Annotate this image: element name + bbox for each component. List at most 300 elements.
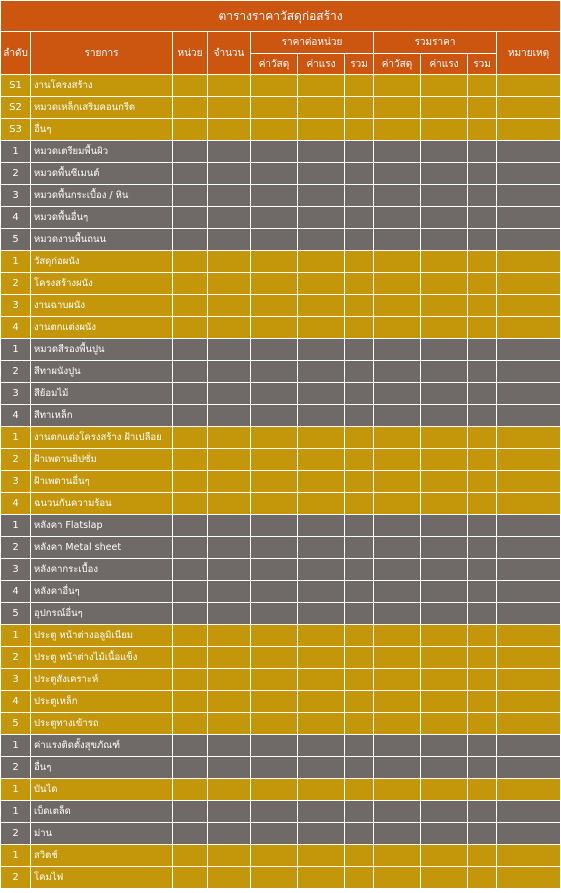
- row-cell: [208, 229, 251, 251]
- row-cell: [345, 471, 374, 493]
- row-cell: [468, 801, 497, 823]
- row-cell: [173, 669, 208, 691]
- row-cell: [468, 625, 497, 647]
- row-seq: 4: [1, 581, 31, 603]
- row-cell: [497, 647, 561, 669]
- row-cell: [421, 515, 468, 537]
- row-cell: [173, 427, 208, 449]
- row-cell: [374, 801, 421, 823]
- row-cell: [421, 207, 468, 229]
- row-cell: [251, 537, 298, 559]
- row-cell: [345, 405, 374, 427]
- row-cell: [251, 867, 298, 889]
- row-seq: 5: [1, 713, 31, 735]
- row-cell: [345, 339, 374, 361]
- table-row: [1, 735, 561, 757]
- row-cell: [468, 141, 497, 163]
- row-cell: [298, 449, 345, 471]
- row-cell: [497, 537, 561, 559]
- row-item: หมวดพื้นกระเบื้อง / หิน: [31, 185, 173, 207]
- table-row: [1, 251, 561, 273]
- row-cell: [497, 251, 561, 273]
- row-seq: 1: [1, 735, 31, 757]
- header-seq: ลำดับ: [1, 32, 31, 75]
- row-cell: [421, 757, 468, 779]
- row-item: หมวดสีรองพื้นปูน: [31, 339, 173, 361]
- table-row: [1, 273, 561, 295]
- row-cell: [345, 273, 374, 295]
- row-seq: 4: [1, 405, 31, 427]
- row-cell: [421, 449, 468, 471]
- row-cell: [468, 427, 497, 449]
- row-cell: [298, 185, 345, 207]
- row-cell: [468, 207, 497, 229]
- row-cell: [173, 97, 208, 119]
- row-cell: [298, 559, 345, 581]
- row-cell: [374, 251, 421, 273]
- row-cell: [468, 163, 497, 185]
- row-cell: [251, 471, 298, 493]
- row-cell: [173, 845, 208, 867]
- row-cell: [497, 75, 561, 97]
- row-cell: [497, 515, 561, 537]
- header-unit-material: ค่าวัสดุ: [251, 54, 298, 75]
- row-cell: [345, 845, 374, 867]
- table-row: [1, 317, 561, 339]
- row-cell: [497, 383, 561, 405]
- row-cell: [345, 251, 374, 273]
- row-cell: [173, 581, 208, 603]
- table-row: [1, 185, 561, 207]
- row-cell: [345, 823, 374, 845]
- row-cell: [374, 163, 421, 185]
- row-cell: [208, 735, 251, 757]
- row-cell: [208, 119, 251, 141]
- row-cell: [208, 581, 251, 603]
- row-cell: [468, 735, 497, 757]
- row-cell: [497, 163, 561, 185]
- row-cell: [421, 581, 468, 603]
- row-item: อื่นๆ: [31, 119, 173, 141]
- row-cell: [345, 625, 374, 647]
- row-cell: [468, 339, 497, 361]
- row-cell: [421, 669, 468, 691]
- row-cell: [251, 163, 298, 185]
- row-item: สีทาเหล็ก: [31, 405, 173, 427]
- row-cell: [173, 119, 208, 141]
- row-cell: [421, 647, 468, 669]
- row-cell: [298, 867, 345, 889]
- row-cell: [345, 141, 374, 163]
- row-cell: [421, 229, 468, 251]
- row-cell: [251, 361, 298, 383]
- row-seq: 1: [1, 339, 31, 361]
- row-item: หลังคาอื่นๆ: [31, 581, 173, 603]
- row-cell: [345, 779, 374, 801]
- row-item: โครงสร้างผนัง: [31, 273, 173, 295]
- row-cell: [298, 603, 345, 625]
- row-cell: [497, 97, 561, 119]
- row-cell: [345, 361, 374, 383]
- row-cell: [208, 185, 251, 207]
- row-cell: [345, 515, 374, 537]
- table-row: [1, 229, 561, 251]
- row-seq: 5: [1, 229, 31, 251]
- row-cell: [374, 361, 421, 383]
- row-cell: [173, 647, 208, 669]
- row-cell: [208, 493, 251, 515]
- row-cell: [298, 625, 345, 647]
- table-row: [1, 405, 561, 427]
- row-cell: [421, 471, 468, 493]
- row-item: ฝ้าเพดานอื่นๆ: [31, 471, 173, 493]
- row-cell: [468, 97, 497, 119]
- row-cell: [374, 229, 421, 251]
- table-row: [1, 339, 561, 361]
- row-item: ประตู หน้าต่างอลูมิเนียม: [31, 625, 173, 647]
- row-cell: [173, 625, 208, 647]
- table-row: [1, 713, 561, 735]
- row-cell: [251, 757, 298, 779]
- row-item: อื่นๆ: [31, 757, 173, 779]
- row-seq: 2: [1, 163, 31, 185]
- row-item: อุปกรณ์อื่นๆ: [31, 603, 173, 625]
- row-cell: [468, 405, 497, 427]
- row-cell: [208, 537, 251, 559]
- row-cell: [208, 801, 251, 823]
- row-cell: [298, 669, 345, 691]
- row-cell: [421, 317, 468, 339]
- row-cell: [468, 273, 497, 295]
- row-cell: [298, 823, 345, 845]
- row-cell: [374, 449, 421, 471]
- row-item: สีทาผนังปูน: [31, 361, 173, 383]
- row-seq: S1: [1, 75, 31, 97]
- row-cell: [345, 801, 374, 823]
- row-cell: [497, 757, 561, 779]
- row-cell: [468, 251, 497, 273]
- row-cell: [497, 845, 561, 867]
- header-unit-price: ราคาต่อหน่วย: [251, 32, 374, 54]
- row-cell: [497, 339, 561, 361]
- row-cell: [251, 295, 298, 317]
- row-cell: [208, 515, 251, 537]
- row-item: เบ็ดเตล็ด: [31, 801, 173, 823]
- row-cell: [208, 713, 251, 735]
- table-row: [1, 647, 561, 669]
- row-cell: [374, 559, 421, 581]
- header-total-material: ค่าวัสดุ: [374, 54, 421, 75]
- row-seq: 3: [1, 185, 31, 207]
- row-cell: [497, 449, 561, 471]
- row-cell: [208, 361, 251, 383]
- row-cell: [497, 691, 561, 713]
- row-cell: [468, 669, 497, 691]
- header-item: รายการ: [31, 32, 173, 75]
- row-cell: [251, 713, 298, 735]
- row-cell: [298, 339, 345, 361]
- row-cell: [173, 75, 208, 97]
- row-cell: [208, 757, 251, 779]
- row-cell: [468, 647, 497, 669]
- row-cell: [345, 229, 374, 251]
- row-cell: [345, 537, 374, 559]
- row-cell: [298, 801, 345, 823]
- row-cell: [208, 383, 251, 405]
- row-cell: [421, 537, 468, 559]
- row-cell: [345, 295, 374, 317]
- row-cell: [468, 603, 497, 625]
- row-seq: 1: [1, 625, 31, 647]
- row-cell: [251, 207, 298, 229]
- row-cell: [468, 185, 497, 207]
- row-cell: [345, 559, 374, 581]
- row-cell: [298, 647, 345, 669]
- row-seq: 1: [1, 515, 31, 537]
- row-cell: [374, 317, 421, 339]
- row-cell: [173, 273, 208, 295]
- row-cell: [497, 779, 561, 801]
- row-cell: [208, 273, 251, 295]
- row-cell: [421, 823, 468, 845]
- row-cell: [251, 339, 298, 361]
- table-body: [1, 75, 561, 889]
- row-cell: [251, 383, 298, 405]
- row-cell: [298, 845, 345, 867]
- row-cell: [251, 449, 298, 471]
- table-row: [1, 471, 561, 493]
- row-cell: [298, 691, 345, 713]
- row-cell: [497, 823, 561, 845]
- row-cell: [374, 515, 421, 537]
- row-cell: [421, 427, 468, 449]
- row-cell: [468, 757, 497, 779]
- header-unit-labor: ค่าแรง: [298, 54, 345, 75]
- row-cell: [173, 867, 208, 889]
- row-cell: [173, 691, 208, 713]
- row-cell: [497, 185, 561, 207]
- row-seq: 2: [1, 537, 31, 559]
- row-cell: [251, 97, 298, 119]
- row-cell: [251, 273, 298, 295]
- row-item: โคมไฟ: [31, 867, 173, 889]
- row-cell: [251, 647, 298, 669]
- row-cell: [468, 229, 497, 251]
- table-row: [1, 603, 561, 625]
- header-total-labor: ค่าแรง: [421, 54, 468, 75]
- row-cell: [173, 735, 208, 757]
- row-cell: [208, 317, 251, 339]
- row-cell: [208, 669, 251, 691]
- header-remark: หมายเหตุ: [497, 32, 561, 75]
- row-cell: [345, 207, 374, 229]
- table-row: [1, 559, 561, 581]
- row-item: ประตู หน้าต่างไม้เนื้อแข็ง: [31, 647, 173, 669]
- table-row: [1, 207, 561, 229]
- row-cell: [345, 185, 374, 207]
- row-cell: [298, 493, 345, 515]
- row-seq: 3: [1, 383, 31, 405]
- row-cell: [251, 779, 298, 801]
- row-item: ฝ้าเพดานยิปซั่ม: [31, 449, 173, 471]
- row-cell: [251, 603, 298, 625]
- row-cell: [345, 867, 374, 889]
- row-cell: [173, 713, 208, 735]
- row-cell: [251, 515, 298, 537]
- row-cell: [468, 581, 497, 603]
- row-cell: [421, 251, 468, 273]
- row-cell: [468, 537, 497, 559]
- row-item: บันได: [31, 779, 173, 801]
- row-cell: [374, 581, 421, 603]
- row-seq: 2: [1, 823, 31, 845]
- row-cell: [298, 163, 345, 185]
- row-seq: 2: [1, 361, 31, 383]
- row-cell: [374, 141, 421, 163]
- row-cell: [345, 75, 374, 97]
- row-cell: [345, 383, 374, 405]
- row-cell: [374, 537, 421, 559]
- row-cell: [251, 691, 298, 713]
- row-cell: [298, 713, 345, 735]
- row-cell: [374, 185, 421, 207]
- row-cell: [421, 75, 468, 97]
- row-item: วัสดุก่อผนัง: [31, 251, 173, 273]
- row-cell: [468, 75, 497, 97]
- row-cell: [497, 141, 561, 163]
- row-cell: [421, 97, 468, 119]
- row-cell: [497, 119, 561, 141]
- row-cell: [173, 779, 208, 801]
- row-cell: [497, 471, 561, 493]
- row-cell: [208, 823, 251, 845]
- row-cell: [251, 625, 298, 647]
- row-cell: [298, 515, 345, 537]
- row-cell: [468, 295, 497, 317]
- row-cell: [298, 537, 345, 559]
- row-cell: [421, 691, 468, 713]
- row-cell: [208, 691, 251, 713]
- row-item: ประตูสังเคราะห์: [31, 669, 173, 691]
- row-cell: [251, 845, 298, 867]
- row-seq: 3: [1, 669, 31, 691]
- row-cell: [208, 427, 251, 449]
- row-cell: [208, 625, 251, 647]
- row-cell: [497, 427, 561, 449]
- row-cell: [345, 757, 374, 779]
- header-total-price: รวมราคา: [374, 32, 497, 54]
- row-seq: 5: [1, 603, 31, 625]
- row-cell: [421, 845, 468, 867]
- row-cell: [468, 361, 497, 383]
- table-row: [1, 823, 561, 845]
- row-item: หลังคากระเบื้อง: [31, 559, 173, 581]
- table-row: [1, 361, 561, 383]
- row-cell: [251, 119, 298, 141]
- row-item: ประตูทางเข้ารถ: [31, 713, 173, 735]
- row-cell: [468, 515, 497, 537]
- row-cell: [173, 559, 208, 581]
- row-cell: [251, 823, 298, 845]
- row-cell: [298, 779, 345, 801]
- row-cell: [251, 251, 298, 273]
- row-cell: [173, 163, 208, 185]
- row-cell: [251, 185, 298, 207]
- row-cell: [345, 427, 374, 449]
- row-cell: [497, 361, 561, 383]
- row-cell: [497, 273, 561, 295]
- header-unit: หน่วย: [173, 32, 208, 75]
- row-cell: [421, 867, 468, 889]
- row-seq: 3: [1, 559, 31, 581]
- row-cell: [208, 559, 251, 581]
- row-cell: [374, 845, 421, 867]
- row-seq: 4: [1, 317, 31, 339]
- row-cell: [208, 97, 251, 119]
- row-seq: 1: [1, 141, 31, 163]
- row-cell: [374, 405, 421, 427]
- row-item: สีย้อมไม้: [31, 383, 173, 405]
- row-cell: [374, 207, 421, 229]
- row-cell: [421, 185, 468, 207]
- table-row: [1, 515, 561, 537]
- row-cell: [374, 625, 421, 647]
- row-cell: [374, 779, 421, 801]
- row-item: งานโครงสร้าง: [31, 75, 173, 97]
- row-cell: [208, 251, 251, 273]
- row-cell: [298, 75, 345, 97]
- row-seq: 2: [1, 273, 31, 295]
- row-cell: [208, 405, 251, 427]
- row-item: งานตกแต่งโครงสร้าง ฝ้าเปลือย: [31, 427, 173, 449]
- row-cell: [468, 383, 497, 405]
- row-cell: [298, 295, 345, 317]
- row-cell: [173, 185, 208, 207]
- row-cell: [468, 867, 497, 889]
- row-cell: [421, 119, 468, 141]
- row-cell: [173, 493, 208, 515]
- row-cell: [345, 603, 374, 625]
- row-seq: 4: [1, 691, 31, 713]
- table-row: [1, 625, 561, 647]
- row-cell: [468, 493, 497, 515]
- row-cell: [497, 295, 561, 317]
- row-cell: [251, 75, 298, 97]
- row-cell: [251, 559, 298, 581]
- row-cell: [208, 75, 251, 97]
- row-cell: [421, 603, 468, 625]
- row-seq: 2: [1, 757, 31, 779]
- row-seq: 1: [1, 427, 31, 449]
- row-cell: [497, 317, 561, 339]
- table-row: [1, 97, 561, 119]
- table-row: [1, 427, 561, 449]
- row-cell: [208, 339, 251, 361]
- row-cell: [208, 163, 251, 185]
- row-cell: [298, 383, 345, 405]
- row-cell: [421, 735, 468, 757]
- row-cell: [421, 339, 468, 361]
- table-row: [1, 449, 561, 471]
- row-item: หมวดพื้นซีเมนต์: [31, 163, 173, 185]
- row-cell: [298, 405, 345, 427]
- row-cell: [173, 405, 208, 427]
- row-cell: [345, 493, 374, 515]
- row-cell: [497, 493, 561, 515]
- row-cell: [374, 383, 421, 405]
- row-cell: [173, 471, 208, 493]
- row-item: ค่าแรงติดตั้งสุขภัณฑ์: [31, 735, 173, 757]
